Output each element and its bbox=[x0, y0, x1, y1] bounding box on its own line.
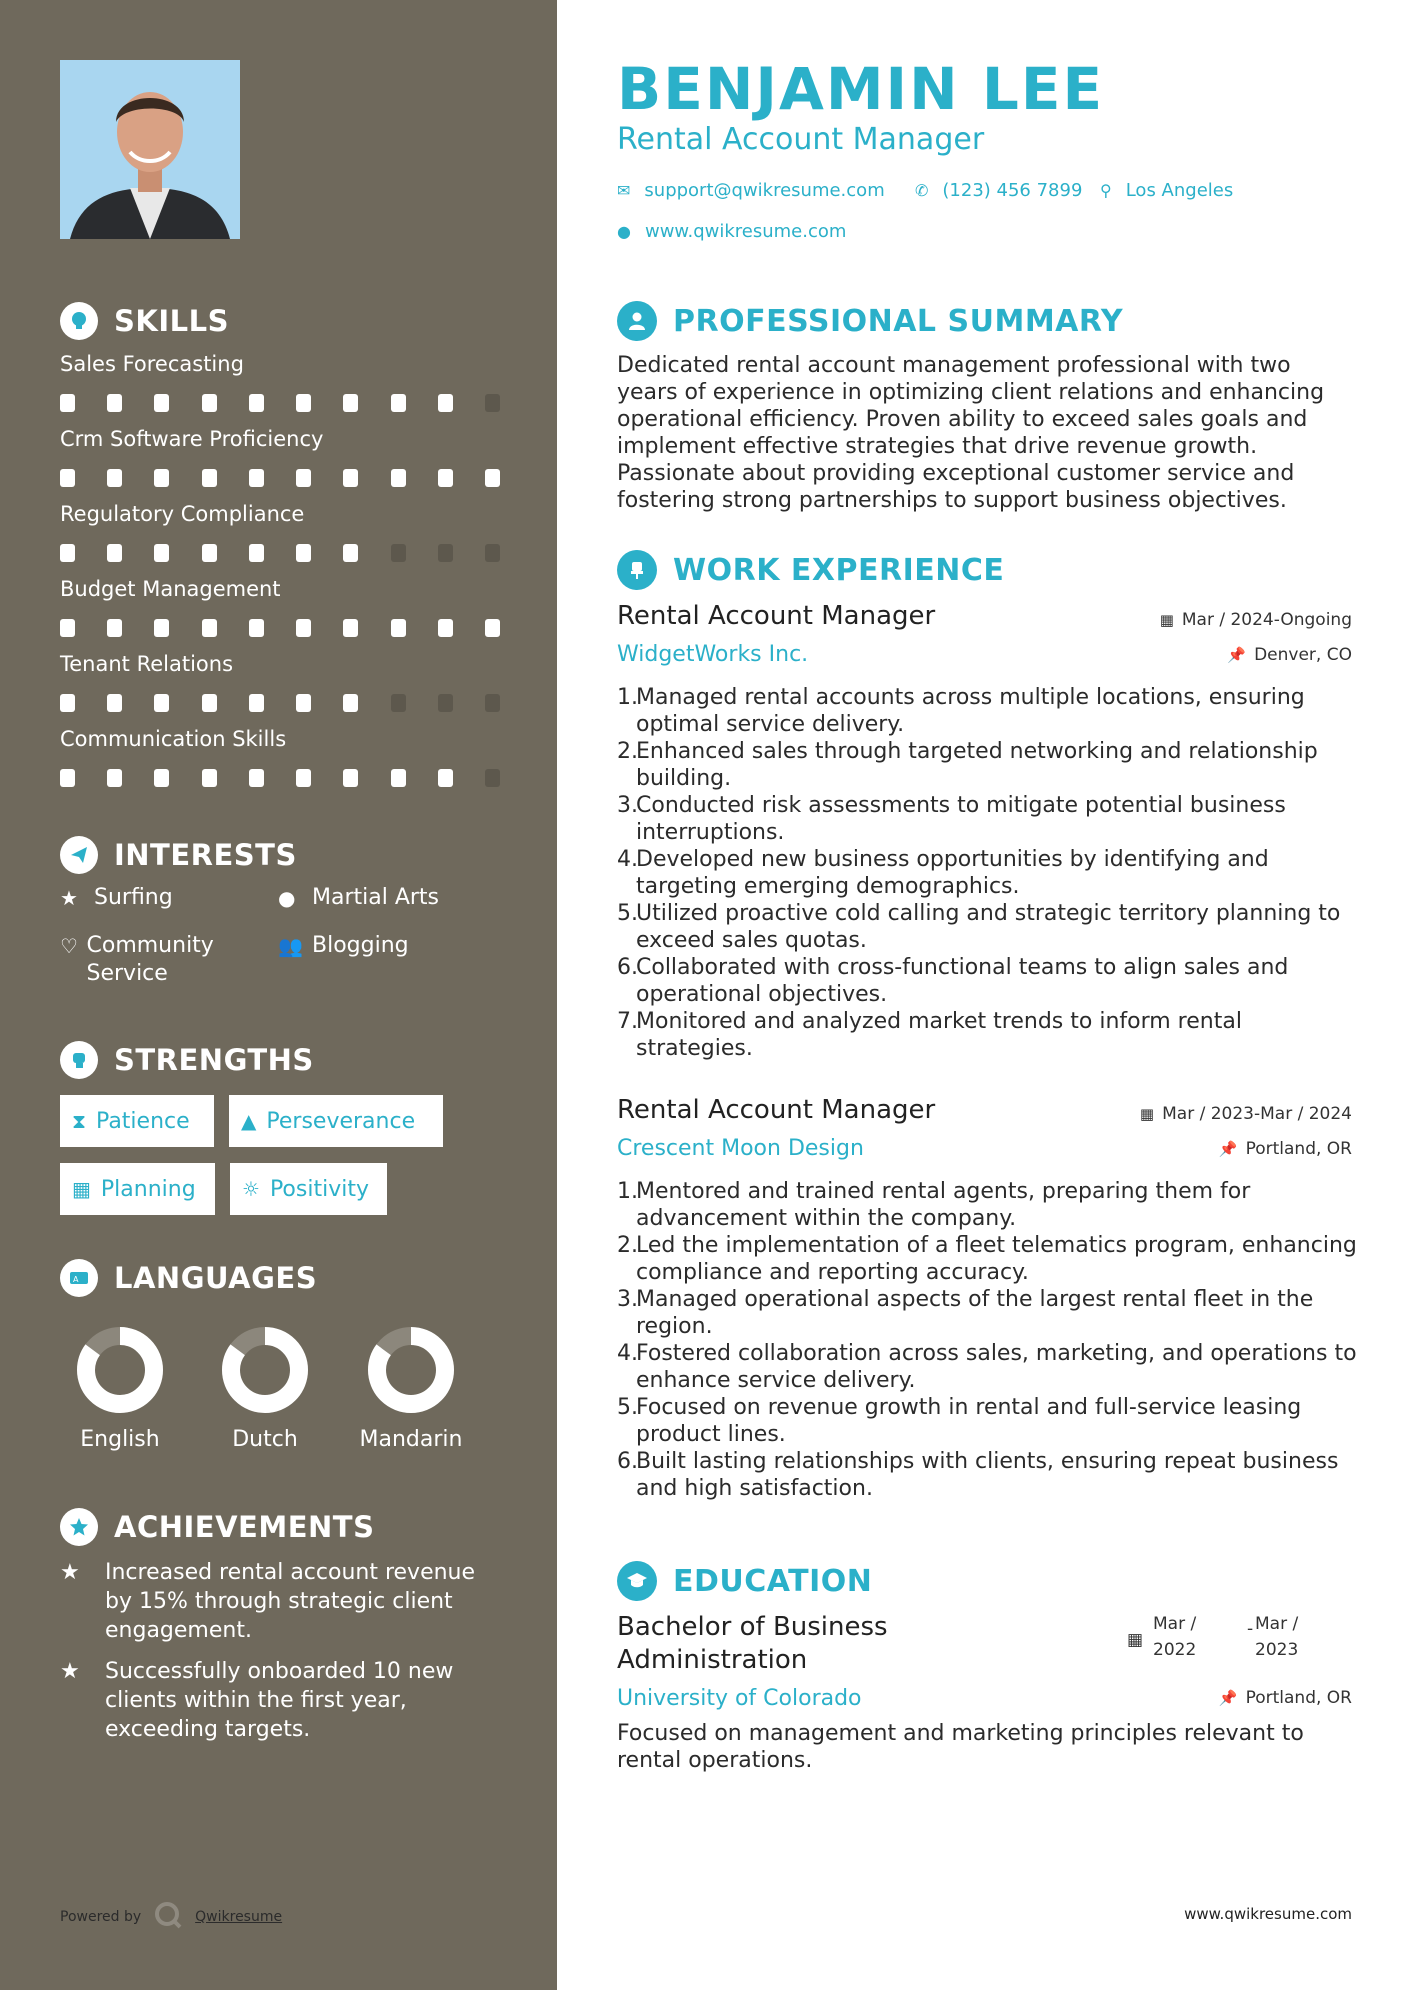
skill-dot bbox=[438, 694, 453, 712]
map-pin-icon: ⚲ bbox=[1100, 181, 1112, 200]
calendar-icon: ▦ bbox=[1159, 611, 1174, 629]
duty-item: 3. Managed operational aspects of the largest rental fleet in the region. bbox=[617, 1287, 1314, 1339]
skill-name: Regulatory Compliance bbox=[60, 502, 305, 526]
language-ring bbox=[75, 1325, 165, 1415]
skill-dot bbox=[343, 394, 358, 412]
interests-heading bbox=[60, 836, 297, 874]
language-name: Mandarin bbox=[359, 1427, 463, 1452]
skill-dot bbox=[391, 694, 406, 712]
skill-item bbox=[60, 652, 500, 712]
skill-dot bbox=[249, 694, 264, 712]
profile-photo bbox=[60, 60, 240, 239]
calendar-icon: ▦ bbox=[1139, 1105, 1155, 1123]
skill-rating bbox=[60, 769, 500, 787]
duty-item: 6. Collaborated with cross-functional teams to align sales and operational objectives. bbox=[617, 955, 1289, 1007]
job-company: WidgetWorks Inc. bbox=[617, 642, 809, 667]
skill-dot bbox=[202, 469, 217, 487]
lightbulb-icon bbox=[60, 302, 98, 340]
skill-dot bbox=[249, 544, 264, 562]
languages-heading bbox=[60, 1259, 317, 1297]
contact-phone[interactable] bbox=[915, 180, 1082, 201]
job-duties bbox=[617, 684, 1357, 1062]
interest-item bbox=[60, 932, 240, 988]
skill-dot bbox=[154, 694, 169, 712]
skill-dot bbox=[485, 394, 500, 412]
edu-date-separator: - bbox=[1247, 1619, 1254, 1639]
email-text: support@qwikresume.com bbox=[644, 180, 885, 201]
job-title: Rental Account Manager bbox=[617, 601, 936, 631]
language-item bbox=[195, 1325, 335, 1452]
phone-icon: ✆ bbox=[915, 181, 929, 200]
skill-rating bbox=[60, 694, 500, 712]
skill-dot bbox=[60, 544, 75, 562]
globe-icon: ● bbox=[278, 886, 296, 910]
edu-calendar-icon: ▦ bbox=[1127, 1630, 1144, 1650]
qwikresume-logo-icon bbox=[153, 1900, 183, 1934]
skill-dot bbox=[107, 619, 122, 637]
contact-website[interactable] bbox=[617, 221, 846, 242]
skill-name: Crm Software Proficiency bbox=[60, 427, 324, 451]
skill-item bbox=[60, 427, 500, 487]
language-icon bbox=[60, 1259, 98, 1297]
skill-dot bbox=[154, 544, 169, 562]
job-location-text: Portland, OR bbox=[1245, 1139, 1352, 1159]
skill-rating bbox=[60, 619, 500, 637]
strength-label: Positivity bbox=[269, 1176, 369, 1202]
skill-dot bbox=[296, 394, 311, 412]
edu-end-month: Mar / bbox=[1255, 1614, 1299, 1634]
office-chair-icon bbox=[617, 550, 657, 590]
skill-dot bbox=[438, 619, 453, 637]
duty-item: 6. Built lasting relationships with clients, ensuring repeat business and high satisfaction. bbox=[617, 1449, 1339, 1501]
skill-dot bbox=[107, 544, 122, 562]
skill-dot bbox=[296, 469, 311, 487]
skill-name: Communication Skills bbox=[60, 727, 287, 751]
degree-line: Administration bbox=[617, 1645, 808, 1675]
language-item bbox=[50, 1325, 190, 1452]
skill-dot bbox=[249, 469, 264, 487]
job-location bbox=[1219, 1139, 1352, 1159]
skill-dot bbox=[60, 394, 75, 412]
skill-dot bbox=[343, 769, 358, 787]
candidate-name: BENJAMIN LEE bbox=[617, 55, 1105, 123]
skill-dot bbox=[202, 694, 217, 712]
skill-dot bbox=[485, 469, 500, 487]
skill-rating bbox=[60, 544, 500, 562]
skill-dot bbox=[296, 769, 311, 787]
skill-dot bbox=[60, 619, 75, 637]
globe-icon: ● bbox=[617, 222, 631, 241]
skill-item bbox=[60, 502, 500, 562]
skill-dot bbox=[391, 769, 406, 787]
language-ring bbox=[220, 1325, 310, 1415]
duty-item: 2. Enhanced sales through targeted networking and relationship building. bbox=[617, 739, 1318, 791]
duty-item: 4. Fostered collaboration across sales, marketing, and operations to enhance service delivery. bbox=[617, 1341, 1357, 1393]
skill-dot bbox=[343, 469, 358, 487]
skill-dot bbox=[296, 544, 311, 562]
skill-dot bbox=[438, 769, 453, 787]
duty-item: 4. Developed new business opportunities by identifying and targeting emerging demographics. bbox=[617, 847, 1269, 899]
footer-website[interactable]: www.qwikresume.com bbox=[1184, 1905, 1352, 1923]
road-icon: ▲ bbox=[241, 1109, 257, 1133]
skill-name: Budget Management bbox=[60, 577, 281, 601]
interest-label: Martial Arts bbox=[312, 885, 440, 910]
achievement-text: Successfully onboarded 10 new clients within the first year, exceeding targets. bbox=[105, 1659, 454, 1742]
skill-dot bbox=[438, 544, 453, 562]
skill-dot bbox=[154, 619, 169, 637]
skill-dot bbox=[249, 394, 264, 412]
job-dates bbox=[1160, 610, 1352, 630]
job-location bbox=[1227, 645, 1352, 665]
contact-email[interactable] bbox=[617, 180, 885, 201]
location-text: Los Angeles bbox=[1125, 180, 1234, 201]
skill-name: Tenant Relations bbox=[60, 652, 234, 676]
website-text: www.qwikresume.com bbox=[644, 221, 847, 242]
trophy-icon bbox=[60, 1508, 98, 1546]
skill-item bbox=[60, 352, 500, 412]
fist-icon bbox=[60, 1041, 98, 1079]
achievement-item bbox=[60, 1558, 500, 1645]
skill-item bbox=[60, 577, 500, 637]
edu-start-month: Mar / bbox=[1153, 1614, 1197, 1634]
language-ring bbox=[366, 1325, 456, 1415]
experience-heading bbox=[617, 550, 1004, 590]
sun-icon: ☼ bbox=[242, 1177, 260, 1201]
interest-item bbox=[278, 932, 409, 960]
edu-start-date bbox=[1153, 1611, 1196, 1663]
skill-dot bbox=[107, 694, 122, 712]
language-name: English bbox=[80, 1427, 160, 1452]
skill-dot bbox=[296, 694, 311, 712]
language-name: Dutch bbox=[232, 1427, 298, 1452]
skill-dot bbox=[202, 544, 217, 562]
summary-title: PROFESSIONAL SUMMARY bbox=[673, 303, 1124, 339]
shooting-star-icon: ★ bbox=[60, 1659, 80, 1684]
candidate-role: Rental Account Manager bbox=[617, 122, 985, 157]
skill-dot bbox=[249, 619, 264, 637]
experience-title: WORK EXPERIENCE bbox=[673, 552, 1005, 588]
interests-title: INTERESTS bbox=[114, 838, 297, 872]
powered-by bbox=[60, 1900, 282, 1934]
skill-dot bbox=[60, 694, 75, 712]
contact-location bbox=[1100, 180, 1233, 201]
skill-dot bbox=[485, 544, 500, 562]
interest-item bbox=[60, 884, 173, 912]
paper-plane-icon bbox=[60, 836, 98, 874]
interest-label: Surfing bbox=[94, 885, 173, 910]
duty-item: 5. Utilized proactive cold calling and strategic territory planning to exceed sales quotas. bbox=[617, 901, 1341, 953]
duty-item: 2. Led the implementation of a fleet telematics program, enhancing compliance and reporting accuracy. bbox=[617, 1233, 1357, 1285]
skill-dot bbox=[154, 469, 169, 487]
duty-item: 1. Managed rental accounts across multiple locations, ensuring optimal service delivery. bbox=[617, 685, 1305, 737]
skill-dot bbox=[343, 694, 358, 712]
skill-dot bbox=[391, 619, 406, 637]
job-dates-text: Mar / 2023-Mar / 2024 bbox=[1162, 1104, 1352, 1124]
duty-item: 1. Mentored and trained rental agents, preparing them for advancement within the company. bbox=[617, 1179, 1251, 1231]
skill-dot bbox=[391, 469, 406, 487]
star-icon: ★ bbox=[60, 886, 78, 910]
interest-label: Blogging bbox=[312, 933, 409, 958]
skill-rating bbox=[60, 469, 500, 487]
job-dates bbox=[1140, 1104, 1352, 1124]
skill-dot bbox=[391, 544, 406, 562]
education-school: University of Colorado bbox=[617, 1686, 862, 1711]
skill-dot bbox=[438, 469, 453, 487]
edu-start-year: 2022 bbox=[1153, 1640, 1197, 1660]
skill-name: Sales Forecasting bbox=[60, 352, 244, 376]
skill-dot bbox=[296, 619, 311, 637]
edu-end-year: 2023 bbox=[1255, 1640, 1299, 1660]
shooting-star-icon: ★ bbox=[60, 1560, 80, 1585]
qwikresume-link[interactable]: Qwikresume bbox=[195, 1909, 283, 1925]
strength-tag bbox=[60, 1163, 215, 1215]
job-company: Crescent Moon Design bbox=[617, 1136, 864, 1161]
languages-title: LANGUAGES bbox=[114, 1261, 318, 1295]
achievement-item bbox=[60, 1657, 500, 1744]
skill-dot bbox=[202, 619, 217, 637]
skill-rating bbox=[60, 394, 500, 412]
education-title: EDUCATION bbox=[673, 1563, 873, 1599]
strength-label: Perseverance bbox=[266, 1108, 416, 1134]
skill-dot bbox=[249, 769, 264, 787]
hourglass-icon: ⧗ bbox=[72, 1109, 87, 1133]
skill-dot bbox=[202, 769, 217, 787]
svg-text:A: A bbox=[73, 1275, 79, 1284]
job-title: Rental Account Manager bbox=[617, 1095, 936, 1125]
calendar-icon: ▦ bbox=[72, 1177, 91, 1201]
summary-text: Dedicated rental account management professional with two years of experience in optimizing client relations and enhancing operational efficiency. Proven ability to exceed sales goals and implement effective strategies that drive revenue growth. Passionate about providing exceptional customer service and fostering strong partnerships to support business objectives. bbox=[617, 353, 1325, 513]
strength-tag bbox=[60, 1095, 214, 1147]
degree-line: Bachelor of Business bbox=[617, 1612, 888, 1642]
skill-item bbox=[60, 727, 500, 787]
skill-dot bbox=[485, 769, 500, 787]
strength-tag bbox=[229, 1095, 443, 1147]
pin-icon: 📌 bbox=[1218, 1689, 1238, 1707]
job-duties bbox=[617, 1178, 1357, 1502]
skill-dot bbox=[485, 619, 500, 637]
skill-dot bbox=[391, 394, 406, 412]
achievements-heading bbox=[60, 1508, 374, 1546]
skill-dot bbox=[107, 469, 122, 487]
skills-title: SKILLS bbox=[114, 304, 229, 338]
education-description: Focused on management and marketing principles relevant to rental operations. bbox=[617, 1721, 1304, 1773]
interest-item bbox=[278, 884, 439, 912]
skill-dot bbox=[485, 694, 500, 712]
envelope-icon: ✉ bbox=[617, 181, 631, 200]
heart-hands-icon: ♡ bbox=[60, 934, 78, 958]
users-icon: 👥 bbox=[278, 934, 303, 958]
job-dates-text: Mar / 2024-Ongoing bbox=[1181, 610, 1352, 630]
duty-item: 5. Focused on revenue growth in rental and full-service leasing product lines. bbox=[617, 1395, 1302, 1447]
strengths-heading bbox=[60, 1041, 314, 1079]
skill-dot bbox=[154, 769, 169, 787]
main-content bbox=[557, 0, 1407, 1990]
skill-dot bbox=[343, 619, 358, 637]
skill-dot bbox=[60, 769, 75, 787]
edu-end-date bbox=[1255, 1611, 1298, 1663]
graduation-cap-icon bbox=[617, 1561, 657, 1601]
skill-dot bbox=[202, 394, 217, 412]
strength-label: Patience bbox=[96, 1108, 190, 1134]
achievement-text: Increased rental account revenue by 15% through strategic client engagement. bbox=[105, 1560, 476, 1643]
education-location-text: Portland, OR bbox=[1245, 1688, 1352, 1708]
skill-dot bbox=[438, 394, 453, 412]
powered-by-label: Powered by bbox=[60, 1909, 142, 1925]
interest-label: Community Service bbox=[86, 933, 214, 986]
summary-heading bbox=[617, 301, 1123, 341]
phone-text: (123) 456 7899 bbox=[942, 180, 1083, 201]
education-location bbox=[1219, 1688, 1352, 1708]
education-heading bbox=[617, 1561, 872, 1601]
education-degree bbox=[617, 1611, 888, 1677]
skill-dot bbox=[154, 394, 169, 412]
pin-icon: 📌 bbox=[1227, 646, 1247, 664]
job-location-text: Denver, CO bbox=[1254, 645, 1352, 665]
strengths-title: STRENGTHS bbox=[114, 1043, 314, 1077]
duty-item: 3. Conducted risk assessments to mitigate potential business interruptions. bbox=[617, 793, 1286, 845]
strength-tag bbox=[230, 1163, 387, 1215]
duty-item: 7. Monitored and analyzed market trends to inform rental strategies. bbox=[617, 1009, 1242, 1061]
strength-label: Planning bbox=[100, 1176, 196, 1202]
skill-dot bbox=[107, 394, 122, 412]
skills-heading bbox=[60, 302, 229, 340]
skill-dot bbox=[107, 769, 122, 787]
skill-dot bbox=[343, 544, 358, 562]
pin-icon: 📌 bbox=[1218, 1140, 1238, 1158]
language-item bbox=[341, 1325, 481, 1452]
achievements-title: ACHIEVEMENTS bbox=[114, 1510, 375, 1544]
skill-dot bbox=[60, 469, 75, 487]
sidebar bbox=[0, 0, 557, 1990]
user-icon bbox=[617, 301, 657, 341]
